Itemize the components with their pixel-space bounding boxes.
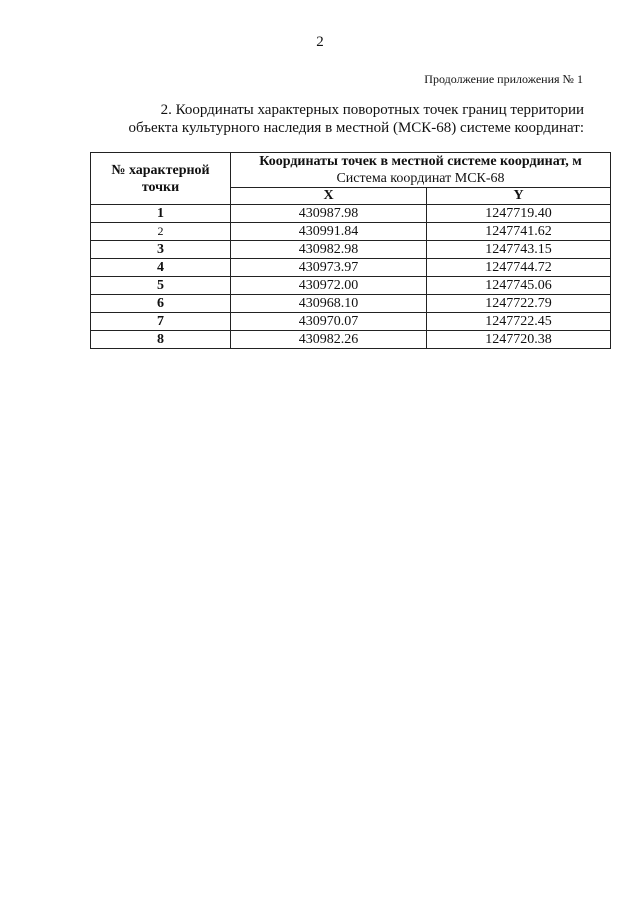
table-row: [91, 331, 611, 349]
section-heading-line-2: объекта культурного наследия в местной (МСК-68) системе координат:: [128, 120, 584, 136]
coord-y: 1247744.72: [427, 259, 611, 277]
point-number: 1: [91, 205, 231, 223]
table-row: [91, 205, 611, 223]
point-number: 4: [91, 259, 231, 277]
coord-x: 430987.98: [231, 205, 427, 223]
coord-y: 1247722.79: [427, 295, 611, 313]
table-row: [91, 259, 611, 277]
coord-x: 430982.98: [231, 241, 427, 259]
section-heading: [110, 101, 584, 137]
header-x: X: [231, 188, 427, 205]
table-row: [91, 313, 611, 331]
table-row: [91, 223, 611, 241]
table-row: [91, 241, 611, 259]
coord-y: 1247741.62: [427, 223, 611, 241]
header-point-number: № характерной точки: [91, 153, 231, 205]
point-number: 3: [91, 241, 231, 259]
table-row: [91, 295, 611, 313]
table-row: [91, 277, 611, 295]
coord-y: 1247720.38: [427, 331, 611, 349]
point-number: 5: [91, 277, 231, 295]
coord-y: 1247719.40: [427, 205, 611, 223]
coord-x: 430970.07: [231, 313, 427, 331]
coord-x: 430982.26: [231, 331, 427, 349]
coord-y: 1247743.15: [427, 241, 611, 259]
point-number: 8: [91, 331, 231, 349]
header-y: Y: [427, 188, 611, 205]
coord-y: 1247745.06: [427, 277, 611, 295]
section-heading-line-1: 2. Координаты характерных поворотных точек границ территории: [160, 102, 584, 118]
coord-x: 430973.97: [231, 259, 427, 277]
point-number: 7: [91, 313, 231, 331]
coord-x: 430991.84: [231, 223, 427, 241]
coord-y: 1247722.45: [427, 313, 611, 331]
appendix-continuation-note: Продолжение приложения № 1: [424, 72, 583, 86]
coordinates-table: [90, 152, 611, 349]
coord-x: 430972.00: [231, 277, 427, 295]
coord-x: 430968.10: [231, 295, 427, 313]
header-coordinate-system: Система координат МСК-68: [336, 171, 505, 186]
header-coordinates: [231, 153, 611, 188]
point-number: 2: [91, 223, 231, 241]
point-number: 6: [91, 295, 231, 313]
page-number: 2: [316, 34, 324, 50]
header-coordinates-title: Координаты точек в местной системе координат, м: [259, 154, 582, 169]
